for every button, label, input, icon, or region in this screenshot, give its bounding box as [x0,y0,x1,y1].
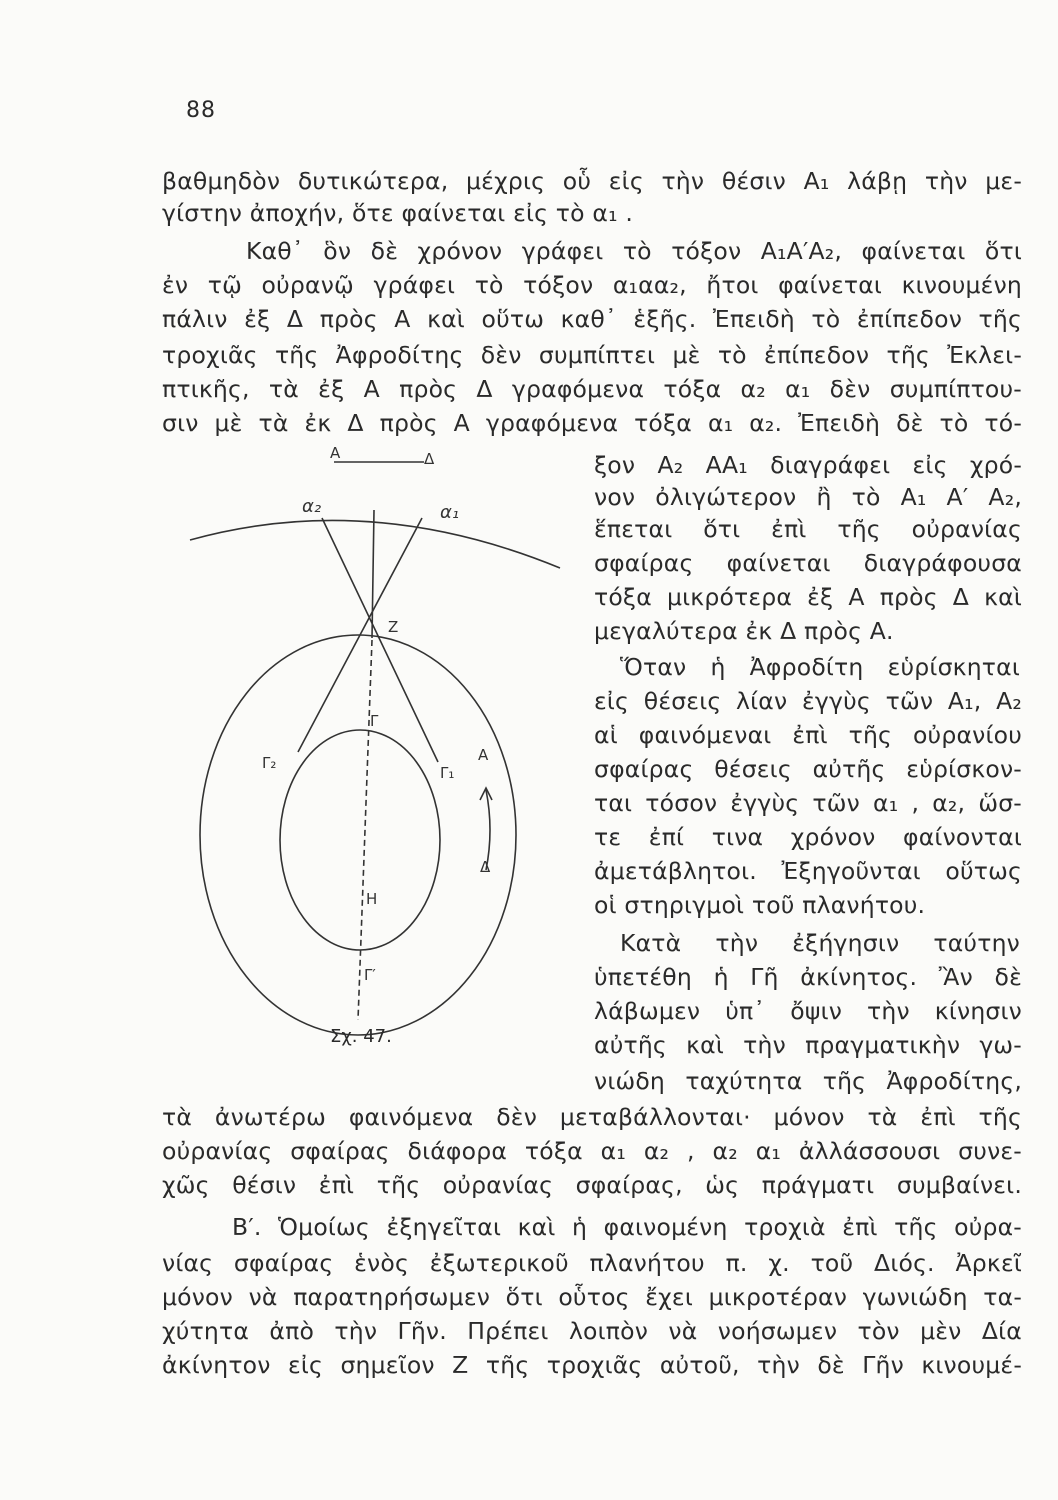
text-line: βαθμηδὸν δυτικώτερα, μέχρις οὗ εἰς τὴν θέσιν Α₁ λάβῃ τὴν με- [162,167,1022,195]
text-line: Β′. Ὁμοίως ἐξηγεῖται καὶ ἡ φαινομένη τροχιὰ ἐπὶ τῆς οὐρα- [232,1213,1022,1241]
label-h: H [366,890,378,908]
text-line: ξον Α₂ ΑΑ₁ διαγράφει εἰς χρό- [594,451,1022,479]
axis-dashed [358,640,372,1020]
text-line: πάλιν ἐξ Δ πρὸς Α καὶ οὕτω καθ᾽ ἑξῆς. Ἐπειδὴ τὸ ἐπίπεδον τῆς [162,305,1022,333]
celestial-arc [190,520,560,568]
label-a-right: A [478,746,489,764]
text-line: τροχιᾶς τῆς Ἀφροδίτης δὲν συμπίπτει μὲ τὸ ἐπίπεδον τῆς Ἐκλει- [162,341,1022,369]
label-alpha2: α₂ [302,496,322,517]
text-line: ἕπεται ὅτι ἐπὶ τῆς οὐρανίας [594,515,1022,543]
text-line: οὐρανίας σφαίρας διάφορα τόξα α₁ α₂ , α₂ α₁ ἀλλάσσουσι συνε- [162,1137,1022,1165]
text-line: οἱ στηριγμοὶ τοῦ πλανήτου. [594,891,926,919]
text-line: χύτητα ἀπὸ τὴν Γῆν. Πρέπει λοιπὸν νὰ νοήσωμεν τὸν μὲν Δία [162,1317,1022,1345]
text-line: σιν μὲ τὰ ἐκ Δ πρὸς Α γραφόμενα τόξα α₁ α₂. Ἐπειδὴ δὲ τὸ τό- [162,409,1022,437]
text-line: πτικῆς, τὰ ἐξ Α πρὸς Δ γραφόμενα τόξα α₂ α₁ δὲν συμπίπτου- [162,375,1022,403]
label-gamma-prime: Γ′ [364,966,376,984]
text-line: ἀκίνητον εἰς σημεῖον Ζ τῆς τροχιᾶς αὐτοῦ, τὴν δὲ Γῆν κινουμέ- [162,1351,1022,1379]
text-line: αὐτῆς καὶ τὴν πραγματικὴν γω- [594,1031,1022,1059]
text-line: μόνον νὰ παρατηρήσωμεν ὅτι οὗτος ἔχει μικροτέραν γωνιώδη τα- [162,1283,1022,1311]
label-gamma1: Γ₁ [440,764,455,782]
text-line: γίστην ἀποχήν, ὅτε φαίνεται εἰς τὸ α₁ . [162,199,634,227]
text-line: χῶς θέσιν ἐπὶ τῆς οὐρανίας σφαίρας, ὡς πράγματι συμβαίνει. [162,1171,1022,1199]
text-line: ται τόσον ἐγγὺς τῶν α₁ , α₂, ὥσ- [594,789,1022,817]
label-delta-right: Δ [480,858,491,876]
text-line: Κατὰ τὴν ἐξήγησιν ταύτην [620,929,1020,957]
text-line: νίας σφαίρας ἑνὸς ἐξωτερικοῦ πλανήτου π. χ. τοῦ Διός. Ἀρκεῖ [162,1249,1022,1277]
label-a-top: A [330,444,341,462]
label-z: Z [388,618,399,636]
outer-orbit [200,635,516,1035]
text-line: τε ἐπί τινα χρόνον φαίνονται [594,823,1022,851]
label-gamma2: Γ₂ [262,754,277,772]
label-gamma: Γ [370,712,379,730]
text-line: ἐν τῷ οὐρανῷ γράφει τὸ τόξον α₁αα₂, ἤτοι φαίνεται κινουμένη [162,271,1022,299]
text-line: νον ὀλιγώτερον ἢ τὸ Α₁ Α′ Α₂, [594,483,1022,511]
text-line: τὰ ἀνωτέρω φαινόμενα δὲν μεταβάλλονται· μόνον τὰ ἐπὶ τῆς [162,1103,1022,1131]
sight-line-alpha2 [322,518,438,762]
sight-line-alpha1 [298,518,422,752]
text-line: Καθ᾽ ὃν δὲ χρόνον γράφει τὸ τόξον Α₁Α′Α₂, φαίνεται ὅτι [246,237,1022,265]
text-line: μεγαλύτερα ἐκ Δ πρὸς Α. [594,617,894,645]
text-line: σφαίρας θέσεις αὐτῆς εὑρίσκον- [594,755,1022,783]
text-line: ἀμετάβλητοι. Ἐξηγοῦνται οὕτως [594,857,1022,885]
page-number: 88 [186,98,216,123]
text-line: σφαίρας φαίνεται διαγράφουσα [594,549,1022,577]
label-alpha1: α₁ [440,502,460,523]
text-line: νιώδη ταχύτητα τῆς Ἀφροδίτης, [594,1067,1022,1095]
label-delta-top: Δ [424,450,435,468]
inner-orbit [280,730,440,950]
text-line: αἱ φαινόμεναι ἐπὶ τῆς οὐρανίου [594,721,1022,749]
text-line: τόξα μικρότερα ἐξ Α πρὸς Δ καὶ [594,583,1022,611]
text-line: εἰς θέσεις λίαν ἐγγὺς τῶν Α₁, Α₂ [594,687,1022,715]
text-line: λάβωμεν ὑπ᾽ ὄψιν τὴν κίνησιν [594,997,1022,1025]
central-line [372,510,374,638]
text-line: Ὅταν ἡ Ἀφροδίτη εὑρίσκηται [620,653,1020,681]
text-line: ὑπετέθη ἡ Γῆ ἀκίνητος. Ἂν δὲ [594,963,1022,991]
figure-caption: Σχ. 47. [330,1026,392,1047]
